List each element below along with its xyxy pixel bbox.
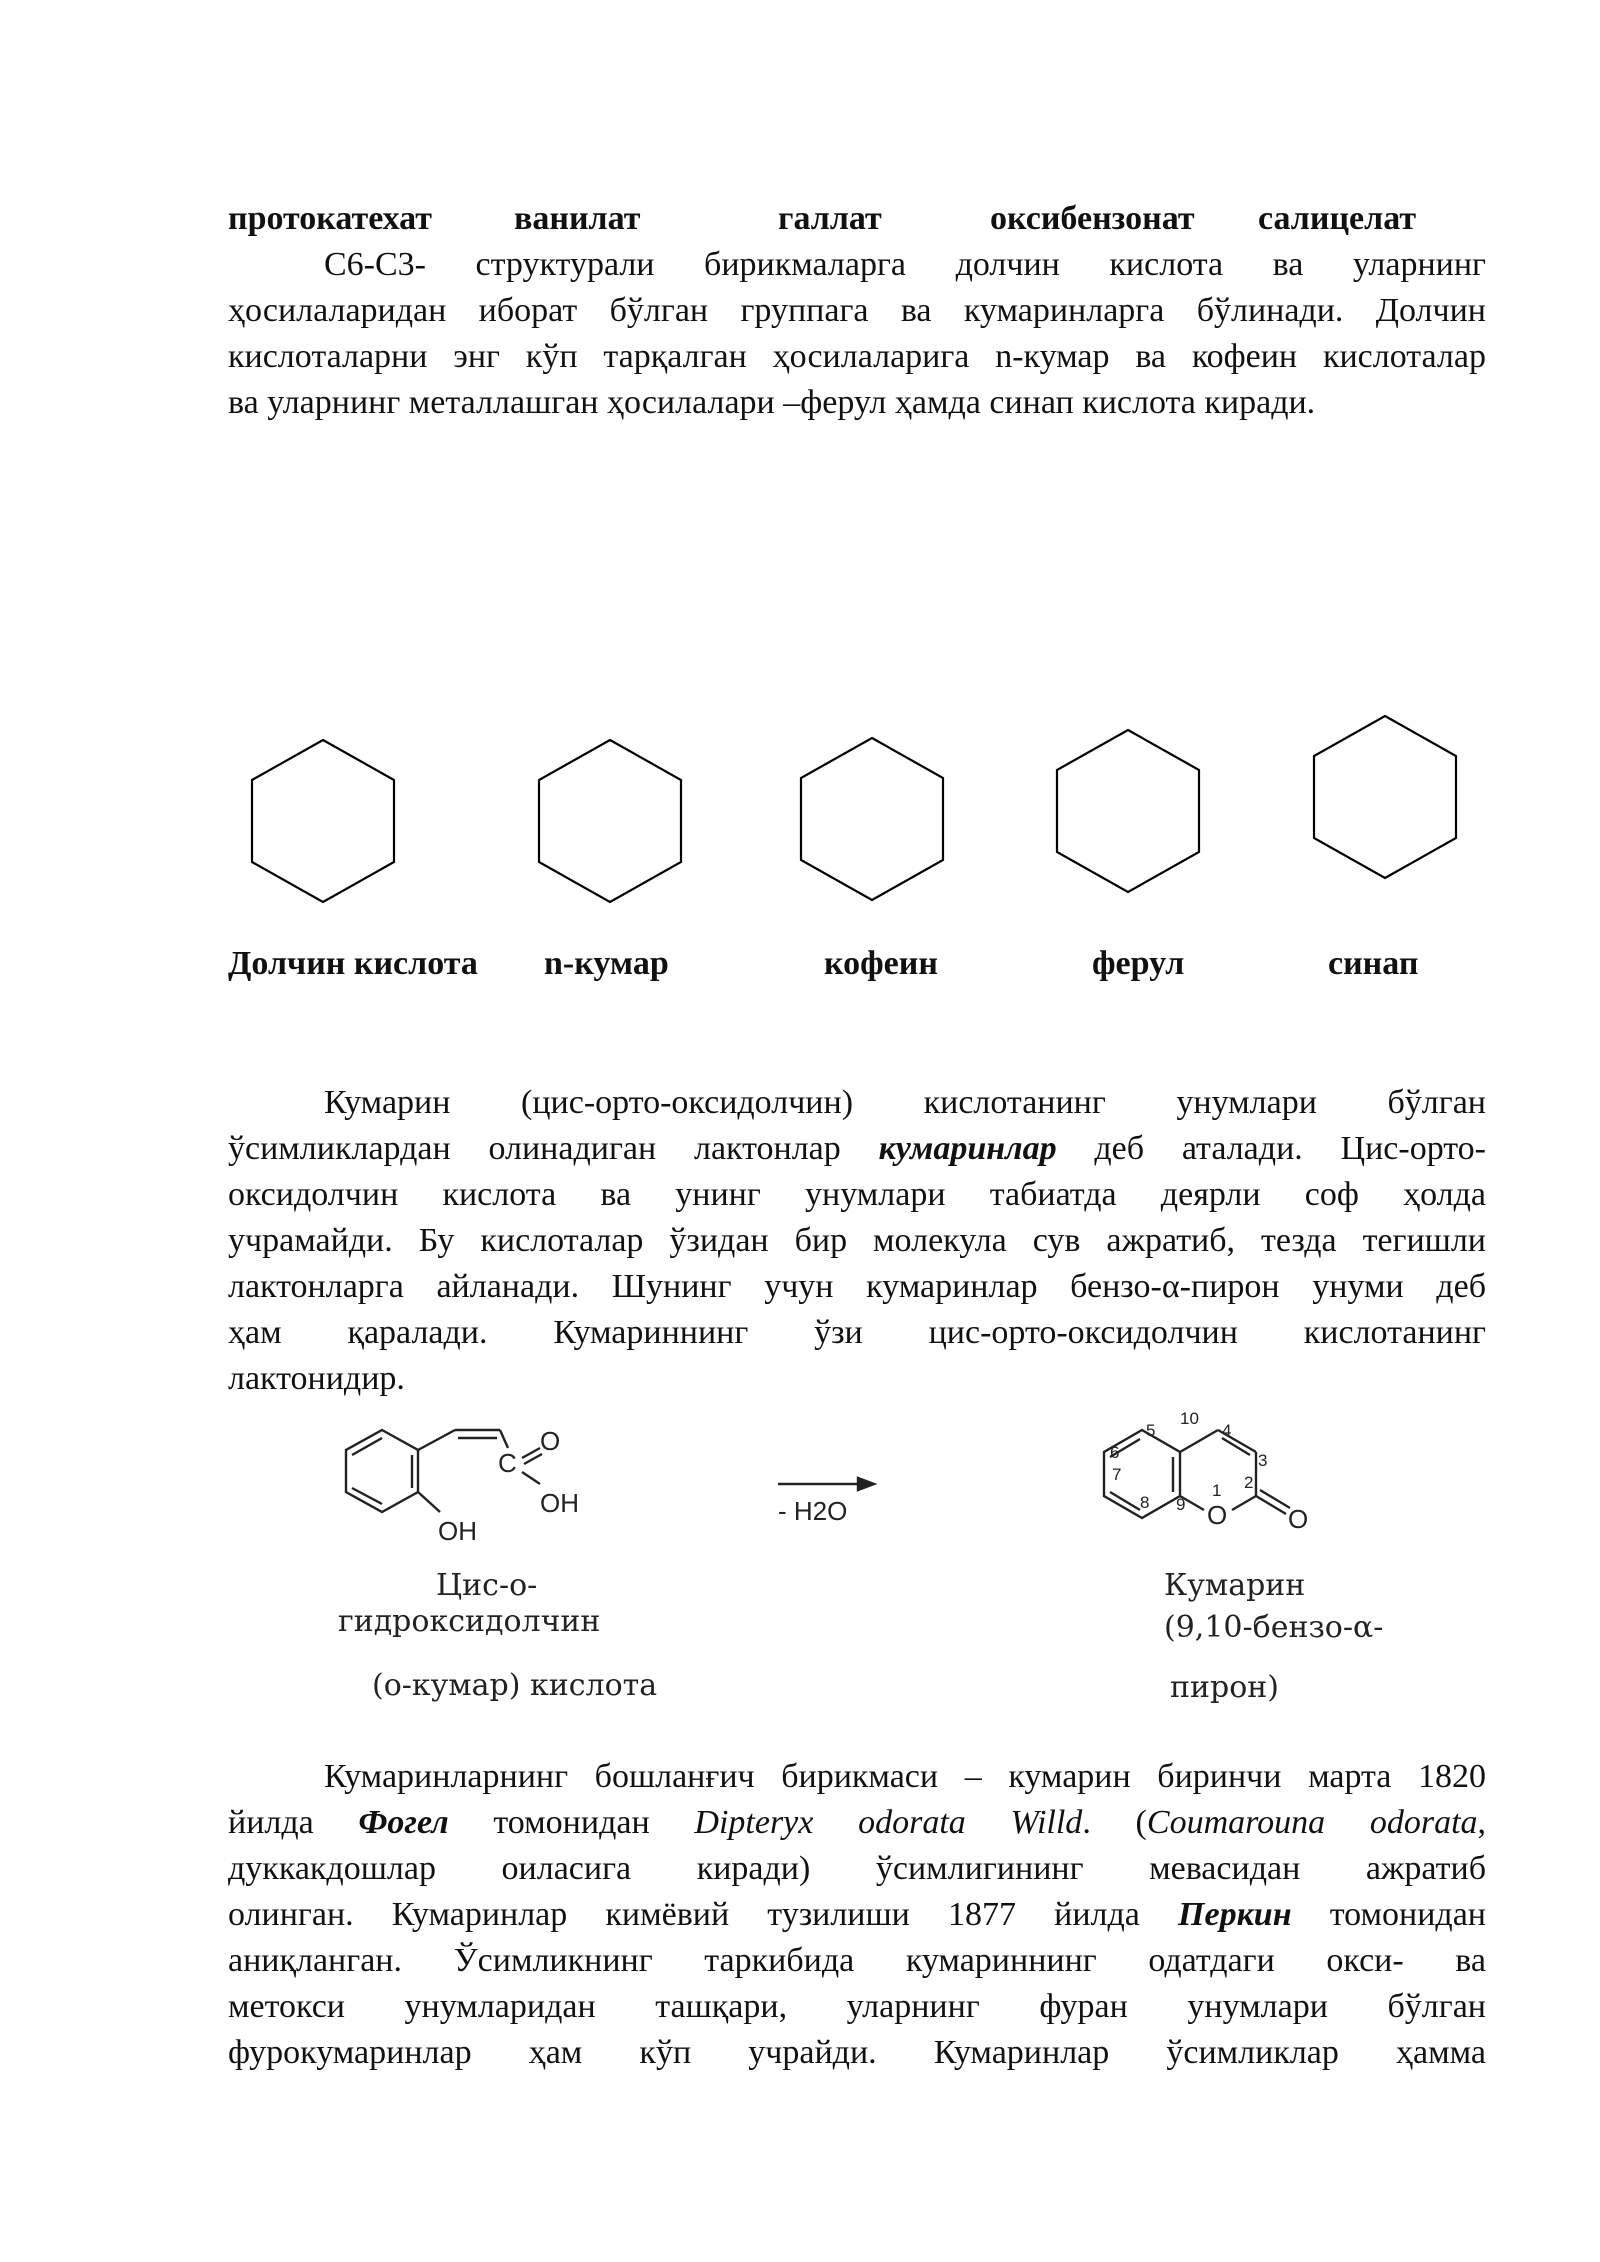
text-line: лактонларга айланади. Шунинг учун кумаринлар бензо-α-пирон унуми деб <box>228 1268 1486 1305</box>
acid-oh-label: OH <box>540 1488 579 1518</box>
arrow-label: - H2O <box>778 1496 848 1526</box>
left-benzene-ring <box>346 1430 418 1512</box>
paragraph-coumarin <box>228 1080 1486 1402</box>
compound-names-row <box>228 945 1486 991</box>
text-span: , <box>1477 1804 1487 1841</box>
name-p-coumaric: n-кумар <box>544 945 669 982</box>
name-cinnamic-acid: Долчин кислота <box>228 945 478 982</box>
text-line: учрамайди. Бу кислоталар ўзидан бир молекула сув ажратиб, тезда тегишли <box>228 1222 1486 1259</box>
label-oxybenzoate: оксибензонат <box>990 200 1195 237</box>
name-ferulic: ферул <box>1092 945 1185 982</box>
atom-number: 6 <box>1110 1443 1120 1462</box>
text-line: ҳам қаралади. Кумариннинг ўзи цис-орто-оксидолчин кислотанинг <box>228 1314 1486 1351</box>
text-line: ва уларнинг металлашган ҳосилалари –ферул ҳамда синап кислота киради. <box>228 384 1316 421</box>
text-line: С6-С3- структурали бирикмаларга долчин кислота ва уларнинг <box>324 246 1486 283</box>
name-perkin: Перкин <box>1178 1896 1292 1933</box>
text-line <box>228 1892 1486 1938</box>
term-coumarins: кумаринлар <box>878 1130 1057 1167</box>
right-caption-line: (9,10-бензо-α- <box>1164 1610 1384 1645</box>
acid-o-label: O <box>540 1426 561 1456</box>
label-vanillate: ванилат <box>514 200 641 237</box>
hexagon-sinapic <box>1314 716 1456 878</box>
atom-number: 10 <box>1180 1409 1199 1428</box>
text-line: оксидолчин кислота ва унинг унумлари табиатда деярли соф ҳолда <box>228 1176 1486 1213</box>
hexagon-ferulic <box>1057 730 1199 892</box>
right-caption-line: Кумарин <box>1164 1568 1306 1603</box>
text-line: кислоталарни энг кўп тарқалган ҳосилаларига n-кумар ва кофеин кислоталар <box>228 338 1486 375</box>
label-protocatechuate: протокатехат <box>228 200 432 237</box>
right-caption-line: пирон) <box>1170 1670 1279 1705</box>
atom-number: 8 <box>1140 1493 1150 1512</box>
atom-number: 3 <box>1258 1451 1268 1470</box>
left-caption-line: гидроксидолчин <box>338 1604 601 1639</box>
paragraph-c6c3 <box>228 242 1486 426</box>
atom-number: 4 <box>1222 1421 1232 1440</box>
ring-oh-label: OH <box>438 1516 477 1546</box>
label-salicylate: салицелат <box>1258 200 1417 237</box>
acid-c-label: C <box>498 1448 517 1478</box>
paragraph-history <box>228 1754 1486 2076</box>
name-sinapic: синап <box>1328 945 1419 982</box>
text-line: Кумарин (цис-орто-оксидолчин) кислотанинг унумлари бўлган <box>324 1084 1486 1121</box>
acid-labels-row <box>228 200 1486 246</box>
name-caffeic: кофеин <box>824 945 938 982</box>
text-line: дуккакдошлар оиласига киради) ўсимлигининг мевасидан ажратиб <box>228 1850 1486 1887</box>
text-line: Кумаринларнинг бошланғич бирикмаси – кумарин биринчи марта 1820 <box>324 1758 1486 1795</box>
text-span: деб аталади. Цис-орто- <box>1056 1130 1486 1167</box>
text-span: олинган. Кумаринлар кимёвий тузилиши 1877 йилда <box>228 1896 1179 1933</box>
left-caption-line: Цис-о- <box>436 1568 538 1603</box>
carbonyl-oxygen-label: O <box>1288 1504 1309 1534</box>
text-line <box>228 1800 1486 1846</box>
name-vogel: Фогел <box>358 1804 449 1841</box>
text-span: ўсимликлардан олинадиган лактонлар <box>228 1130 879 1167</box>
text-span: томонидан <box>448 1804 695 1841</box>
atom-number: 1 <box>1212 1481 1222 1500</box>
text-line: лактонидир. <box>228 1360 405 1397</box>
species-dipteryx: Dipteryx odorata Willd <box>694 1804 1083 1841</box>
text-line <box>228 1126 1486 1172</box>
hexagon-caffeic <box>801 738 943 900</box>
text-line: метокси унумларидан ташқари, уларнинг фуран унумлари бўлган <box>228 1988 1486 2025</box>
species-coumarouna: Coumarouna odorata <box>1146 1804 1478 1841</box>
atom-number: 5 <box>1146 1421 1156 1440</box>
text-line: ҳосилаларидан иборат бўлган группага ва кумаринларга бўлинади. Долчин <box>228 292 1486 329</box>
left-caption-line: (о-кумар) кислота <box>372 1668 658 1703</box>
label-gallate: галлат <box>778 200 882 237</box>
text-line: аниқланган. Ўсимликнинг таркибида кумариннинг одатдаги окси- ва <box>228 1942 1486 1979</box>
atom-number: 9 <box>1176 1495 1186 1514</box>
hexagon-p-coumaric <box>539 740 681 902</box>
text-span: йилда <box>228 1804 359 1841</box>
text-span: томонидан <box>1291 1896 1486 1933</box>
atom-number: 7 <box>1112 1465 1122 1484</box>
reaction-scheme <box>0 1400 1600 1720</box>
atom-number: 2 <box>1244 1473 1254 1492</box>
ring-oxygen-label: O <box>1207 1500 1228 1530</box>
text-line: фурокумаринлар ҳам кўп учрайди. Кумаринлар ўсимликлар ҳамма <box>228 2034 1486 2071</box>
hexagon-cinnamic <box>252 740 394 902</box>
text-span: . ( <box>1082 1804 1147 1841</box>
